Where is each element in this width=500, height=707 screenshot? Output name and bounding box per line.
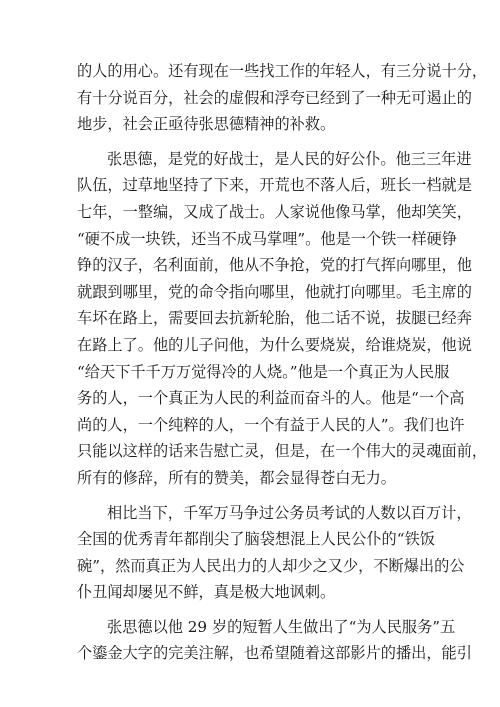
text-line: 张思德以他 29 岁的短暂人生做出了“为人民服务”五 (107, 617, 456, 636)
text-line: 所有的修辞，所有的赞美，都会显得苍白无力。 (77, 468, 396, 487)
text-line: “硬不成一块铁，还当不成马掌哩”。他是一个铁一样硬铮 (77, 229, 458, 248)
text-line: 有十分说百分，社会的虚假和浮夸已经到了一种无可遏止的 (77, 88, 472, 107)
text-line: 车坏在路上，需要回去抗新轮胎，他二话不说，拔腿已经奔 (77, 309, 472, 328)
text-line: 相比当下，千军万马争过公务员考试的人数以百万计， (107, 503, 472, 522)
text-line: 全国的优秀青年都削尖了脑袋想混上人民公仆的“铁饭 (77, 530, 435, 549)
paragraph-1 (77, 58, 488, 138)
text-line: 铮的汉子，名利面前，他从不争抢，党的打气挥向哪里，他 (77, 256, 472, 275)
text-line: 队伍，过草地坚持了下来，开荒也不落人后，班长一档就是 (77, 176, 472, 195)
text-line: “给天下千千万万觉得冷的人烧。”他是一个真正为人民服 (77, 362, 450, 381)
text-line: 个鎏金大字的完美注解，也希望随着这部影片的播出，能引 (77, 644, 472, 663)
text-line: 只能以这样的话来告慰亡灵，但是，在一个伟大的灵魂面前， (77, 442, 488, 461)
text-line: 就跟到哪里，党的命令指向哪里，他就打向哪里。毛主席的 (77, 282, 472, 301)
document-body (77, 58, 488, 675)
text-line: 务的人，一个真正为人民的利益而奋斗的人。他是“一个高 (77, 389, 465, 408)
paragraph-3 (77, 500, 472, 606)
text-line: 地步，社会正亟待张思德精神的补救。 (77, 115, 336, 134)
text-line: 七年，一整编，又成了战士。人家说他像马掌，他却笑笑， (77, 202, 472, 221)
text-line: 尚的人，一个纯粹的人，一个有益于人民的人”。我们也许 (77, 415, 465, 434)
text-line: 的人的用心。还有现在一些找工作的年轻人，有三分说十分， (77, 62, 488, 80)
text-line: 在路上了。他的儿子问他，为什么要烧炭，给谁烧炭，他说 (77, 335, 472, 354)
text-line: 仆丑闻却屡见不鲜，真是极大地讽刺。 (77, 583, 336, 602)
text-line: 张思德，是党的好战士，是人民的好公仆。他三三年进 (107, 149, 472, 168)
paragraph-4 (77, 614, 472, 667)
paragraph-2 (77, 146, 488, 492)
text-line: 碗”，然而真正为人民出力的人却少之又少，不断爆出的公 (77, 556, 465, 575)
